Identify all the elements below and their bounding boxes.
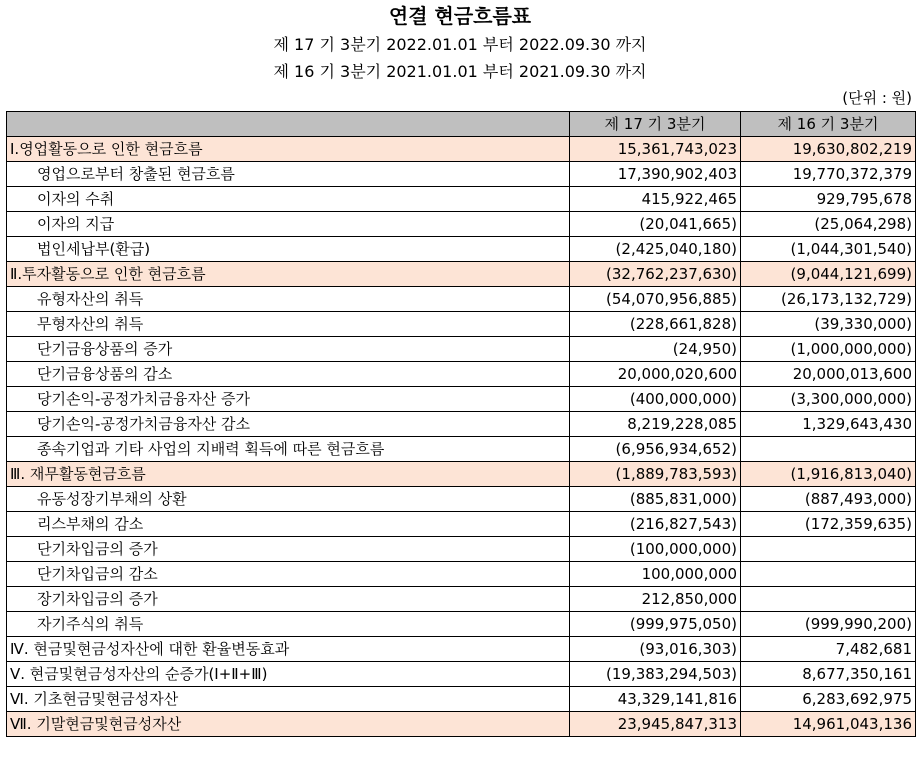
- row-prior-value: 8,677,350,161: [741, 662, 916, 687]
- header-current: 제 17 기 3분기: [570, 112, 741, 137]
- row-current-value: (228,661,828): [570, 312, 741, 337]
- row-prior-value: [741, 587, 916, 612]
- unit-label: (단위 : 원): [842, 89, 912, 107]
- row-current-value: (93,016,303): [570, 637, 741, 662]
- row-prior-value: 19,630,802,219: [741, 137, 916, 162]
- row-prior-value: (1,000,000,000): [741, 337, 916, 362]
- row-current-value: (400,000,000): [570, 387, 741, 412]
- header-prior: 제 16 기 3분기: [741, 112, 916, 137]
- row-label: 영업으로부터 창출된 현금흐름: [7, 162, 570, 187]
- row-prior-value: 20,000,013,600: [741, 362, 916, 387]
- table-row: [7, 187, 916, 212]
- row-label: Ⅶ. 기말현금및현금성자산: [7, 712, 570, 737]
- row-current-value: (2,425,040,180): [570, 237, 741, 262]
- row-prior-value: (887,493,000): [741, 487, 916, 512]
- row-label: 유동성장기부채의 상환: [7, 487, 570, 512]
- table-row: [7, 637, 916, 662]
- row-label: Ⅲ. 재무활동현금흐름: [7, 462, 570, 487]
- row-current-value: (20,041,665): [570, 212, 741, 237]
- row-prior-value: 1,329,643,430: [741, 412, 916, 437]
- row-current-value: 212,850,000: [570, 587, 741, 612]
- table-row: [7, 412, 916, 437]
- row-prior-value: 7,482,681: [741, 637, 916, 662]
- row-current-value: (54,070,956,885): [570, 287, 741, 312]
- table-row: [7, 162, 916, 187]
- row-label: 단기금융상품의 감소: [7, 362, 570, 387]
- row-prior-value: (999,990,200): [741, 612, 916, 637]
- period-prior: 제 16 기 3분기 2021.01.01 부터 2021.09.30 까지: [273, 62, 647, 81]
- row-label: 이자의 지급: [7, 212, 570, 237]
- page-title: 연결 현금흐름표: [388, 4, 532, 28]
- row-current-value: (885,831,000): [570, 487, 741, 512]
- row-prior-value: 929,795,678: [741, 187, 916, 212]
- row-label: Ⅵ. 기초현금및현금성자산: [7, 687, 570, 712]
- row-label: 종속기업과 기타 사업의 지배력 획득에 따른 현금흐름: [7, 437, 570, 462]
- period-current: 제 17 기 3분기 2022.01.01 부터 2022.09.30 까지: [273, 35, 647, 54]
- row-label: 무형자산의 취득: [7, 312, 570, 337]
- row-current-value: 23,945,847,313: [570, 712, 741, 737]
- row-prior-value: [741, 537, 916, 562]
- table-row: [7, 462, 916, 487]
- row-prior-value: [741, 437, 916, 462]
- row-current-value: 20,000,020,600: [570, 362, 741, 387]
- row-current-value: (999,975,050): [570, 612, 741, 637]
- table-row: [7, 562, 916, 587]
- row-label: 장기차입금의 증가: [7, 587, 570, 612]
- row-current-value: (1,889,783,593): [570, 462, 741, 487]
- row-label: Ⅳ. 현금및현금성자산에 대한 환율변동효과: [7, 637, 570, 662]
- row-current-value: 17,390,902,403: [570, 162, 741, 187]
- row-prior-value: (3,300,000,000): [741, 387, 916, 412]
- row-label: Ⅱ.투자활동으로 인한 현금흐름: [7, 262, 570, 287]
- table-row: [7, 337, 916, 362]
- row-prior-value: (1,044,301,540): [741, 237, 916, 262]
- table-row: [7, 212, 916, 237]
- table-row: [7, 362, 916, 387]
- table-row: [7, 537, 916, 562]
- row-prior-value: (39,330,000): [741, 312, 916, 337]
- table-row: [7, 587, 916, 612]
- row-label: 단기차입금의 감소: [7, 562, 570, 587]
- row-prior-value: 6,283,692,975: [741, 687, 916, 712]
- header-label: [7, 112, 570, 137]
- row-current-value: (216,827,543): [570, 512, 741, 537]
- row-current-value: 415,922,465: [570, 187, 741, 212]
- row-label: 단기차입금의 증가: [7, 537, 570, 562]
- row-current-value: (32,762,237,630): [570, 262, 741, 287]
- row-label: 리스부채의 감소: [7, 512, 570, 537]
- table-row: [7, 687, 916, 712]
- row-current-value: (100,000,000): [570, 537, 741, 562]
- table-row: [7, 312, 916, 337]
- cash-flow-table: [6, 111, 916, 737]
- row-prior-value: (25,064,298): [741, 212, 916, 237]
- table-row: [7, 487, 916, 512]
- row-label: Ⅴ. 현금및현금성자산의 순증가(Ⅰ+Ⅱ+Ⅲ): [7, 662, 570, 687]
- row-current-value: 15,361,743,023: [570, 137, 741, 162]
- row-prior-value: (1,916,813,040): [741, 462, 916, 487]
- row-current-value: (24,950): [570, 337, 741, 362]
- row-prior-value: 19,770,372,379: [741, 162, 916, 187]
- row-prior-value: (172,359,635): [741, 512, 916, 537]
- row-prior-value: (26,173,132,729): [741, 287, 916, 312]
- table-row: [7, 437, 916, 462]
- table-row: [7, 712, 916, 737]
- row-current-value: 100,000,000: [570, 562, 741, 587]
- table-row: [7, 137, 916, 162]
- row-current-value: 8,219,228,085: [570, 412, 741, 437]
- table-row: [7, 512, 916, 537]
- row-label: 당기손익-공정가치금융자산 증가: [7, 387, 570, 412]
- row-label: 법인세납부(환급): [7, 237, 570, 262]
- table-header-row: [7, 112, 916, 137]
- table-row: [7, 262, 916, 287]
- row-label: 단기금융상품의 증가: [7, 337, 570, 362]
- table-row: [7, 287, 916, 312]
- row-prior-value: 14,961,043,136: [741, 712, 916, 737]
- row-label: 자기주식의 취득: [7, 612, 570, 637]
- table-row: [7, 662, 916, 687]
- table-row: [7, 237, 916, 262]
- row-label: 유형자산의 취득: [7, 287, 570, 312]
- table-row: [7, 612, 916, 637]
- row-current-value: (6,956,934,652): [570, 437, 741, 462]
- row-current-value: 43,329,141,816: [570, 687, 741, 712]
- row-label: 이자의 수취: [7, 187, 570, 212]
- table-row: [7, 387, 916, 412]
- row-label: Ⅰ.영업활동으로 인한 현금흐름: [7, 137, 570, 162]
- row-prior-value: (9,044,121,699): [741, 262, 916, 287]
- row-current-value: (19,383,294,503): [570, 662, 741, 687]
- row-label: 당기손익-공정가치금융자산 감소: [7, 412, 570, 437]
- row-prior-value: [741, 562, 916, 587]
